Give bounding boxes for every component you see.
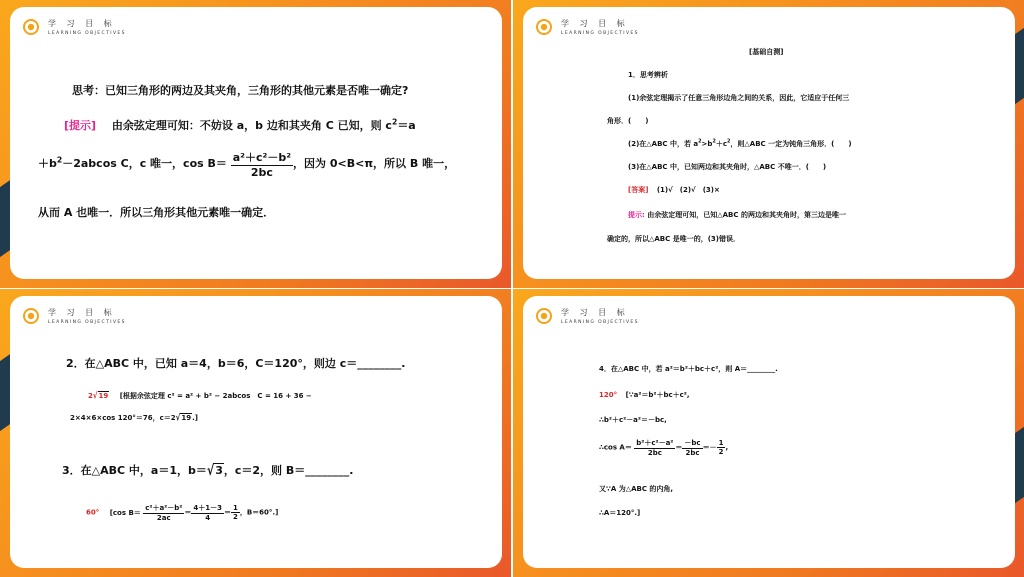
fraction-bc: $\frac{-bc}{2bc}$ (684, 439, 701, 457)
answer-4-line-2: ∴b²＋c²－a²＝－bc, (599, 416, 667, 424)
question-3: 3．在△ABC 中，a＝1，b＝√3，c＝2，则 B＝________. (62, 462, 354, 479)
header-title-cn: 学 习 目 标 (561, 308, 629, 317)
header-title-en: LEARNING OBJECTIVES (561, 31, 639, 36)
fraction-half: $\frac{1}{2}$ (718, 439, 724, 456)
target-logo-icon (536, 19, 552, 35)
answer-tag: [答案] (628, 186, 649, 194)
answer-4-line-5: ∴A＝120°.] (599, 509, 641, 517)
answer-2-line-1: 2√19 [根据余弦定理 c² = a² + b² − 2abcos C = 16 + 36 − (88, 390, 312, 402)
question-4: 4．在△ABC 中，若 a²＝b²＋bc＋c²，则 A＝________. (599, 365, 778, 373)
slide-card (523, 296, 1015, 568)
answer-2-line-2: 2×4×6×cos 120°＝76，c＝2√19.] (70, 412, 198, 424)
target-logo-icon (536, 308, 552, 324)
header-title-en: LEARNING OBJECTIVES (48, 320, 126, 325)
header-title-en: LEARNING OBJECTIVES (48, 31, 126, 36)
target-logo-icon (23, 19, 39, 35)
slide-4[interactable] (513, 289, 1024, 577)
cos-b-fraction: $\frac{\text{a²＋c²－b²}}{2bc}$ (232, 151, 292, 179)
fraction-cos-a: $\frac{\text{b²＋c²－a²}}{2bc}$ (636, 439, 674, 457)
answer-2-value: 2√19 (88, 390, 109, 402)
q1-line-b: 角形．( ) (607, 117, 649, 125)
header-title-cn: 学 习 目 标 (561, 19, 629, 28)
answer-4-value: 120° (599, 391, 618, 399)
conclusion-line: 从而 A 也唯一．所以三角形其他元素唯一确定． (38, 206, 275, 219)
answer-line: [答案] (1)√ (2)√ (3)× (628, 186, 720, 194)
hint-line-b: 确定的，所以△ABC 是唯一的，(3)错误． (607, 235, 740, 243)
q3-line: (3)在△ABC 中，已知两边和其夹角时，△ABC 不唯一．( ) (628, 163, 827, 171)
item-1-title: 1．思考辨析 (628, 71, 668, 79)
hint-tag: [提示] (64, 119, 97, 132)
answer-4-line-3: ∴cos A＝ $\frac{\text{b²＋c²－a²}}{2bc}$ ＝ $\frac{-bc}{2bc}$ ＝－ $\frac{1}{2}$ , (599, 439, 729, 457)
hint-line-1: [提示] 由余弦定理可知：不妨设 a，b 边和其夹角 C 已知，则 $c^2=a$ (64, 117, 416, 132)
slide-2[interactable] (513, 0, 1024, 288)
slide-3[interactable] (0, 289, 511, 577)
answer-3-value: 60° (86, 508, 100, 517)
q2-line: (2)在△ABC 中，若 $a^2>b^2+c^2$，则△ABC 一定为钝角三角形．( ) (628, 138, 852, 148)
section-title: [基础自测] (749, 48, 784, 56)
hint-tag: 提示: (628, 211, 645, 219)
answer-4-line-1: 120° [∵a²＝b²＋bc＋c², (599, 391, 690, 399)
slide-card (523, 7, 1015, 279)
slide-1[interactable] (0, 0, 511, 288)
question-2: 2．在△ABC 中，已知 a＝4，b＝6，C＝120°，则边 c＝________. (66, 357, 406, 370)
answer-4-line-4: 又∵A 为△ABC 的内角, (599, 485, 674, 493)
header-title-en: LEARNING OBJECTIVES (561, 320, 639, 325)
fraction-cos-b: $\frac{\text{c²＋a²－b²}}{2ac}$ (145, 504, 183, 522)
header-title-cn: 学 习 目 标 (48, 19, 116, 28)
think-question: 思考：已知三角形的两边及其夹角，三角形的其他元素是否唯一确定? (72, 84, 409, 97)
fraction-values: $\frac{4+1-3}{4}$ (193, 504, 222, 522)
q1-line-a: (1)余弦定理揭示了任意三角形边角之间的关系，因此，它适应于任何三 (628, 94, 850, 102)
slide-card (10, 296, 502, 568)
header-title-cn: 学 习 目 标 (48, 308, 116, 317)
hint-line-2: $+b^2-2abcos$ C，c 唯一，cos B＝ $\frac{\text{a²＋c²－b²}}{2bc}$ ，因为 0<B<π，所以 B 唯一， (38, 151, 456, 179)
slide-card (10, 7, 502, 279)
answer-3-line: 60° [cos B＝ $\frac{\text{c²＋a²－b²}}{2ac}$ ＝ $\frac{4+1-3}{4}$ ＝ $\frac{1}{2}$ ，B＝60°.] (86, 504, 279, 522)
fraction-half: $\frac{1}{2}$ (232, 504, 238, 521)
hint-line-a: 提示: 由余弦定理可知，已知△ABC 的两边和其夹角时，第三边是唯一 (628, 211, 846, 219)
target-logo-icon (23, 308, 39, 324)
